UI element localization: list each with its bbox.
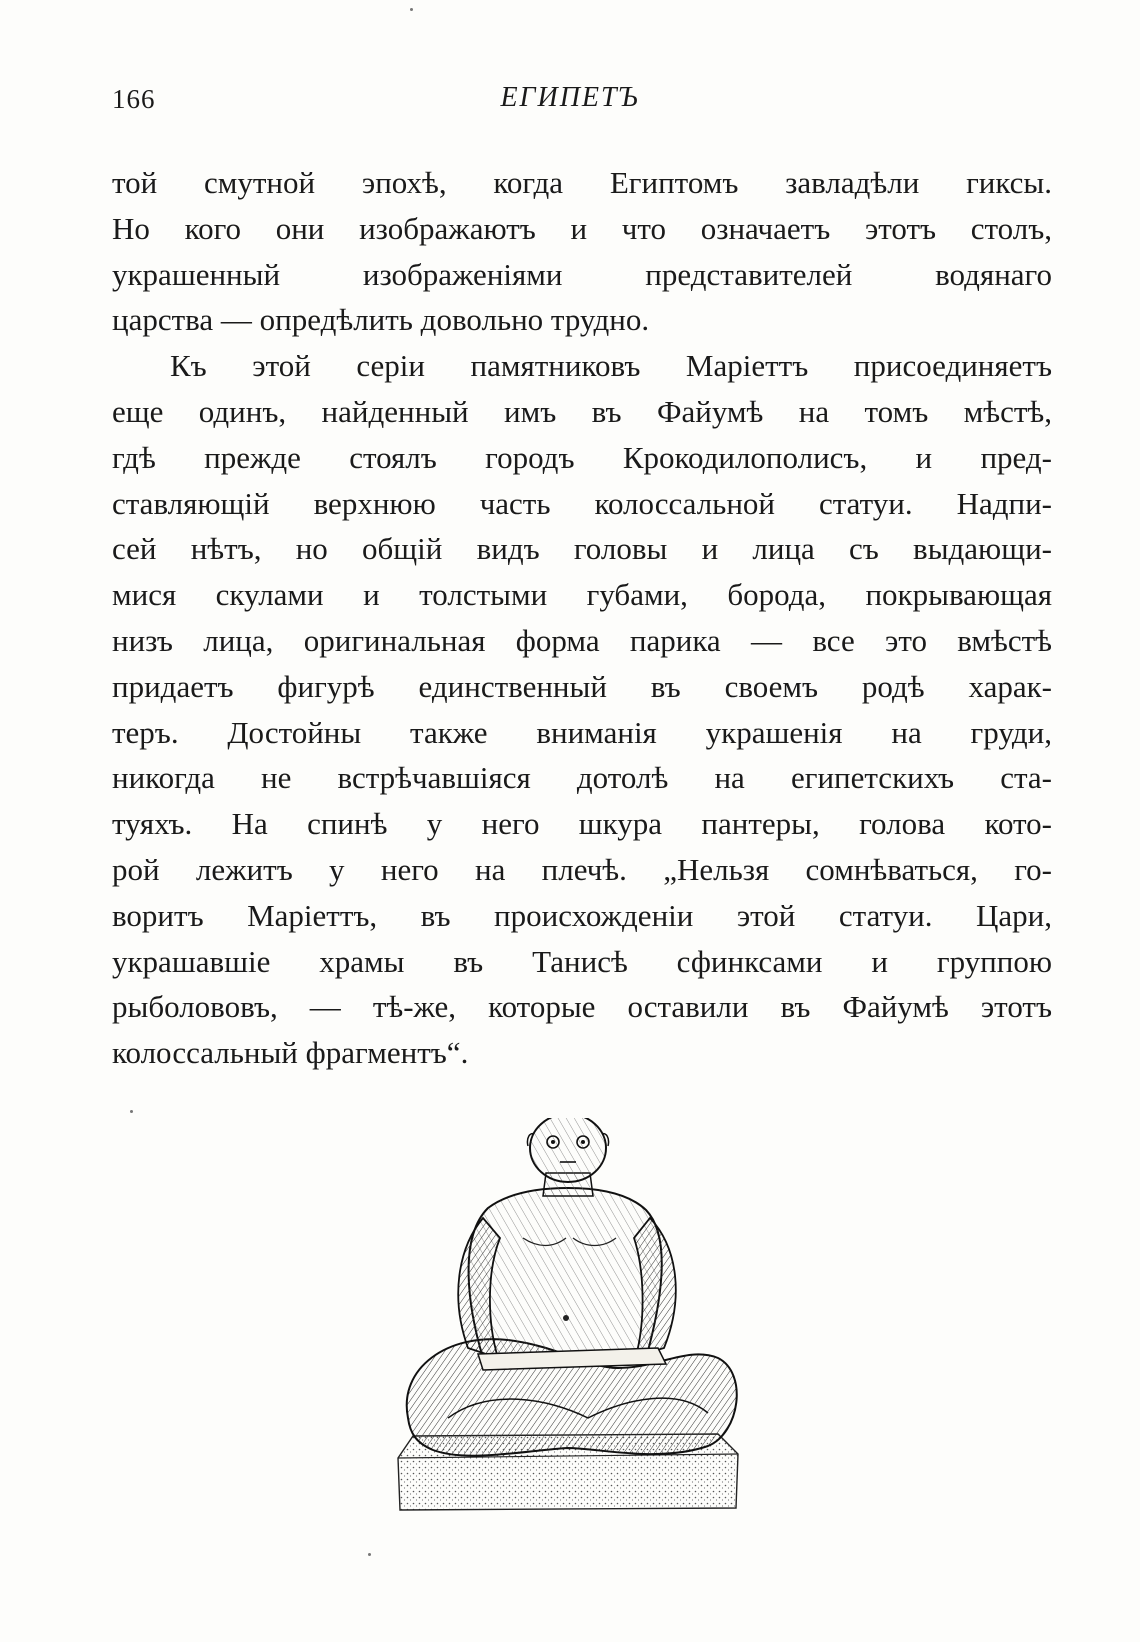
text-line: туяхъ. На спинѣ у него шкура пантеры, голова кото-	[112, 806, 1052, 842]
page-number: 166	[112, 84, 156, 114]
text-line: царства — опредѣлить довольно трудно.	[112, 302, 650, 338]
text-line: сей нѣтъ, но общій видъ головы и лица съ выдающи-	[112, 531, 1052, 567]
text-line: воритъ Маріеттъ, въ происхожденіи этой статуи. Цари,	[112, 897, 1052, 933]
text-line: украшавшіе храмы въ Танисѣ сфинксами и группою	[112, 943, 1052, 979]
scan-speck	[410, 8, 413, 11]
text-line: еще одинъ, найденный имъ въ Файумѣ на томъ мѣстѣ,	[112, 393, 1052, 429]
scan-speck	[368, 1553, 371, 1556]
body-text	[112, 160, 1052, 1076]
torso	[469, 1188, 662, 1358]
head	[527, 1118, 608, 1196]
text-line: Но кого они изображаютъ и что означаетъ этотъ столъ,	[112, 210, 1052, 246]
scan-speck	[130, 1110, 133, 1113]
text-line: украшенный изображеніями представителей водянаго	[112, 256, 1052, 292]
text-line: колоссальный фрагментъ“.	[112, 1035, 469, 1071]
text-line: ставляющій верхнюю часть колоссальной статуи. Надпи-	[112, 485, 1052, 521]
text-line: мися скулами и толстыми губами, борода, покрывающая	[112, 577, 1052, 613]
running-head: ЕГИПЕТЪ	[500, 82, 640, 113]
text-line: придаетъ фигурѣ единственный въ своемъ родѣ харак-	[112, 668, 1052, 704]
text-line: никогда не встрѣчавшіяся дотолѣ на египетскихъ ста-	[112, 760, 1052, 796]
seated-scribe-illustration	[388, 1118, 748, 1528]
text-line: той смутной эпохѣ, когда Египтомъ завладѣли гиксы.	[112, 165, 1052, 200]
text-line: теръ. Достойны также вниманія украшенія на груди,	[112, 714, 1052, 750]
text-line: гдѣ прежде стоялъ городъ Крокодилополисъ, и пред-	[112, 439, 1052, 475]
text-line: рыболововъ, — тѣ-же, которые оставили въ Файумѣ этотъ	[112, 989, 1052, 1025]
text-line: низъ лица, оригинальная форма парика — все это вмѣстѣ	[112, 622, 1052, 658]
text-line: Къ этой серіи памятниковъ Маріеттъ присоединяетъ	[170, 348, 1052, 384]
text-line: рой лежитъ у него на плечѣ. „Нельзя сомнѣваться, го-	[112, 851, 1052, 887]
